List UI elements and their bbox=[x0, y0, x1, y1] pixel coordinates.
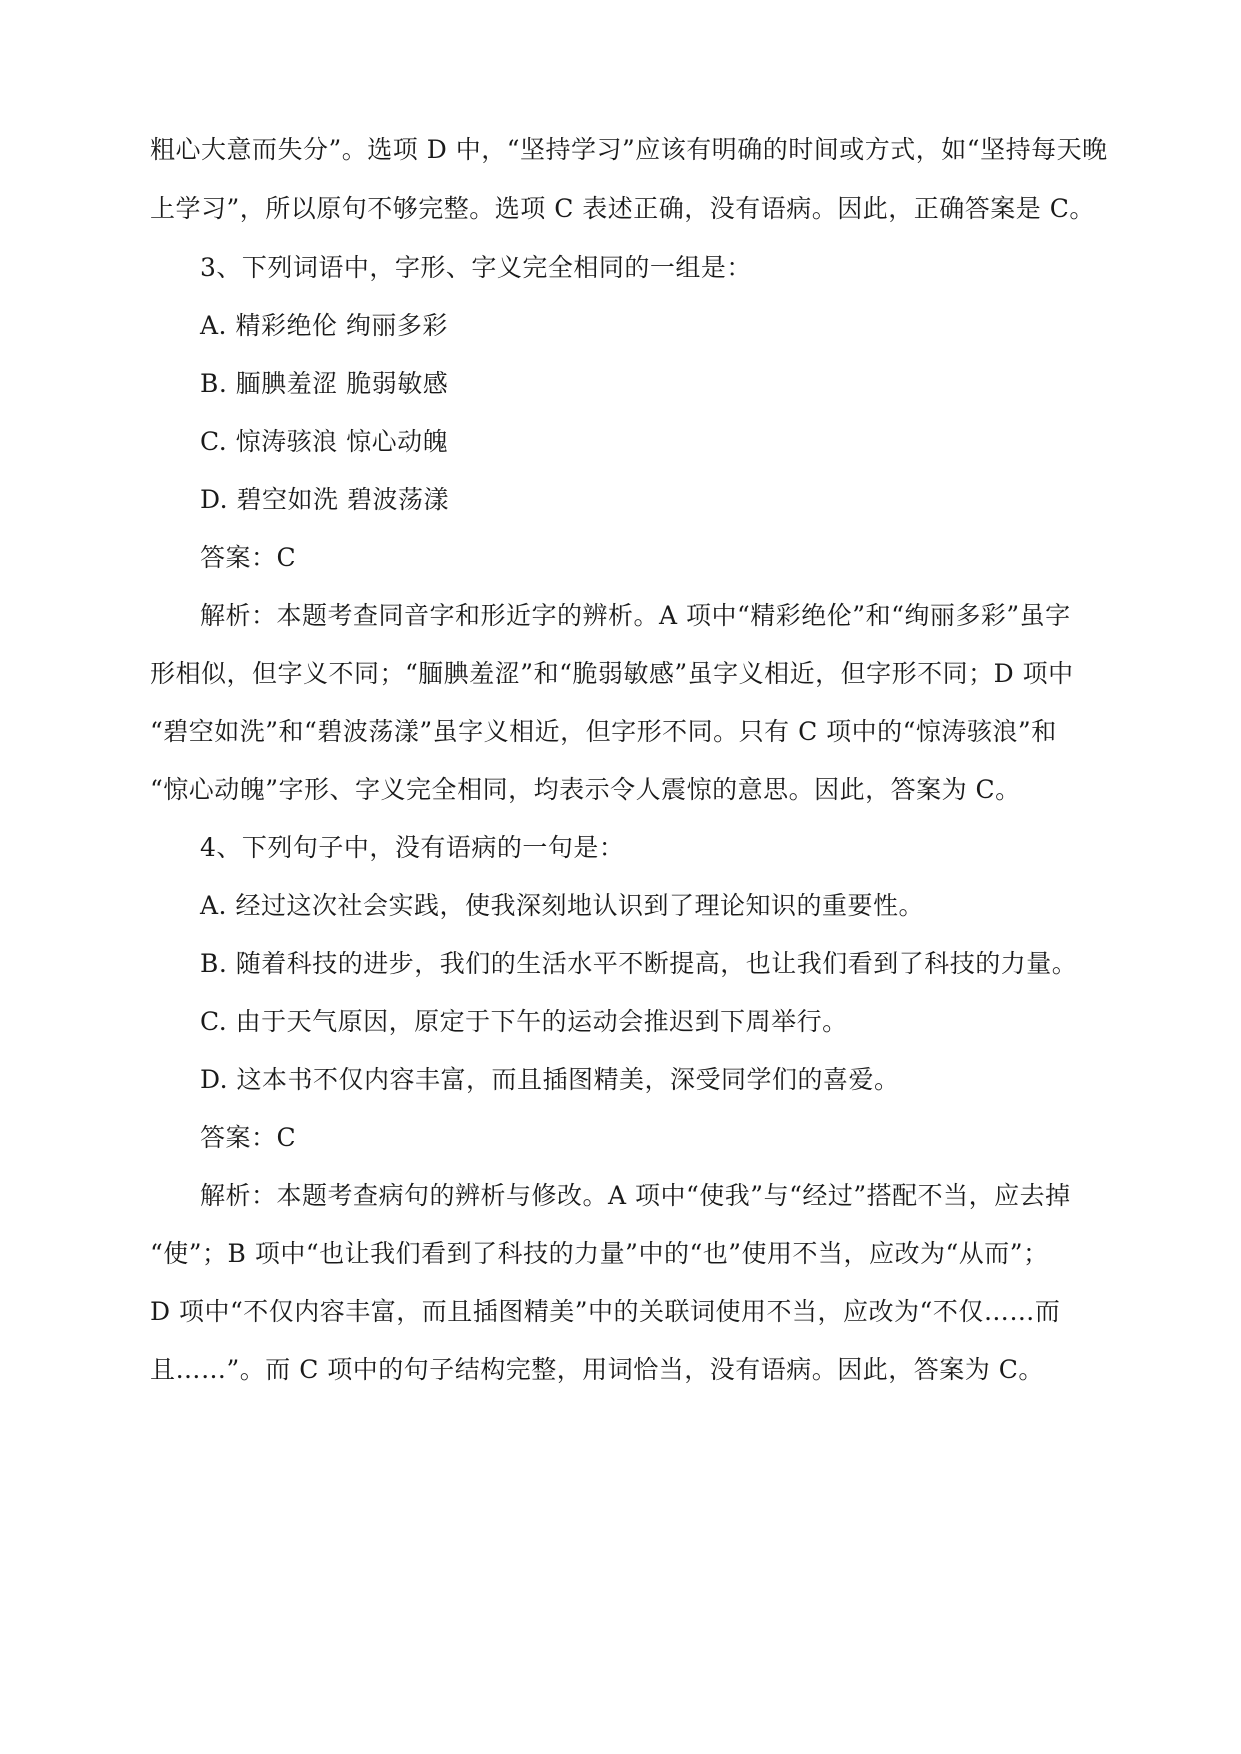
question-4-answer: 答案：C bbox=[200, 1123, 297, 1152]
intro-line-1: 粗心大意而失分”。选项 D 中，“坚持学习”应该有明确的时间或方式，如“坚持每天晚 bbox=[150, 135, 1108, 164]
question-3-analysis-line-1: 解析：本题考查同音字和形近字的辨析。A 项中“精彩绝伦”和“绚丽多彩”虽字 bbox=[200, 601, 1071, 630]
question-3-answer: 答案：C bbox=[200, 543, 297, 572]
question-3-analysis-line-2: 形相似，但字义不同；“腼腆羞涩”和“脆弱敏感”虽字义相近，但字形不同；D 项中 bbox=[150, 659, 1074, 688]
question-4-analysis-line-2: “使”；B 项中“也让我们看到了科技的力量”中的“也”使用不当，应改为“从而”； bbox=[150, 1239, 1049, 1268]
question-3-analysis-line-3: “碧空如洗”和“碧波荡漾”虽字义相近，但字形不同。只有 C 项中的“惊涛骇浪”和 bbox=[150, 717, 1057, 746]
question-4-option-a: A. 经过这次社会实践，使我深刻地认识到了理论知识的重要性。 bbox=[200, 891, 924, 920]
question-3-option-d: D. 碧空如洗 碧波荡漾 bbox=[200, 485, 449, 514]
question-3: 3、下列词语中，字形、字义完全相同的一组是： bbox=[200, 253, 752, 282]
question-3-option-b: B. 腼腆羞涩 脆弱敏感 bbox=[200, 369, 449, 398]
question-4-option-d: D. 这本书不仅内容丰富，而且插图精美，深受同学们的喜爱。 bbox=[200, 1065, 900, 1094]
question-4-analysis-line-3: D 项中“不仅内容丰富，而且插图精美”中的关联词使用不当，应改为“不仅……而 bbox=[150, 1297, 1061, 1326]
question-3-option-a: A. 精彩绝伦 绚丽多彩 bbox=[200, 311, 448, 340]
question-3-option-c: C. 惊涛骇浪 惊心动魄 bbox=[200, 427, 449, 456]
question-3-analysis-line-4: “惊心动魄”字形、字义完全相同，均表示令人震惊的意思。因此，答案为 C。 bbox=[150, 775, 1021, 804]
question-4-option-b: B. 随着科技的进步，我们的生活水平不断提高，也让我们看到了科技的力量。 bbox=[200, 949, 1078, 978]
question-4-analysis-line-1: 解析：本题考查病句的辨析与修改。A 项中“使我”与“经过”搭配不当，应去掉 bbox=[200, 1181, 1071, 1210]
question-4-option-c: C. 由于天气原因，原定于下午的运动会推迟到下周举行。 bbox=[200, 1007, 848, 1036]
question-4-analysis-line-4: 且……”。而 C 项中的句子结构完整，用词恰当，没有语病。因此，答案为 C。 bbox=[150, 1355, 1044, 1384]
question-4: 4、下列句子中，没有语病的一句是： bbox=[200, 833, 625, 862]
intro-line-2: 上学习”，所以原句不够完整。选项 C 表述正确，没有语病。因此，正确答案是 C。 bbox=[150, 194, 1095, 223]
